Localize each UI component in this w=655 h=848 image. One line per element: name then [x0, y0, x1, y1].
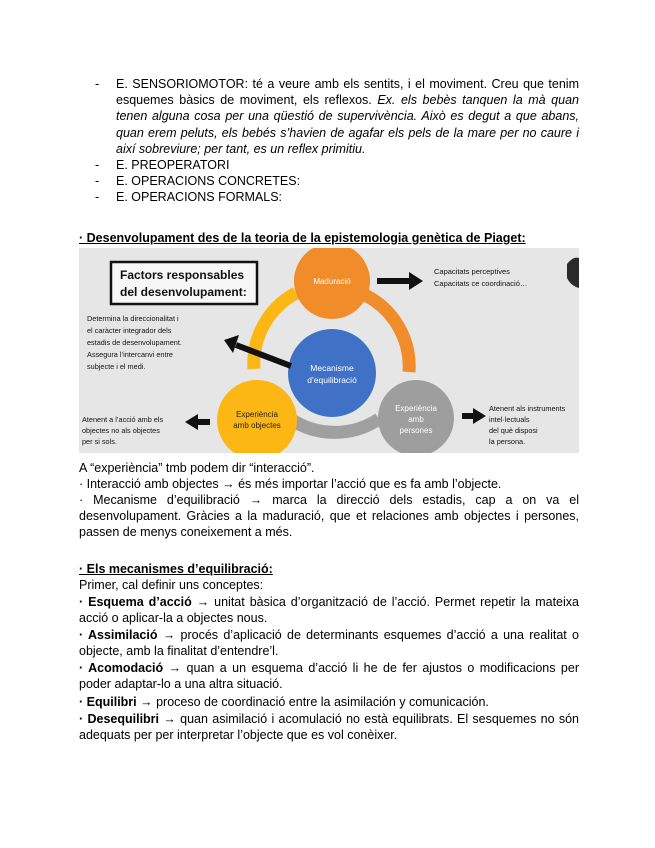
term-paragraph	[79, 627, 579, 659]
exp-persones-line-2: amb	[408, 415, 424, 424]
atenent-persones-line-4: la persona.	[489, 437, 526, 446]
term-paragraph	[79, 711, 579, 743]
after-figure-paragraph-2: · Interacció amb objectes → és més importar l’acció que es fa amb l’objecte.	[79, 477, 502, 491]
concepts-intro: Primer, cal definir uns conceptes:	[79, 578, 264, 592]
diagram-svg	[79, 248, 579, 453]
exp-objectes-line-2: amb objectes	[233, 421, 281, 430]
determina-line-5: subjecte i el medi.	[87, 362, 146, 371]
determina-line-1: Determina la direccionalitat i	[87, 314, 179, 323]
stage-text: E. PREOPERATORI	[116, 158, 230, 173]
capacitats-line-2: Capacitats ce coordinació…	[434, 279, 528, 288]
section-heading-piaget: · Desenvolupament des de la teoria de la epistemologia genètica de Piaget:	[79, 231, 526, 245]
term-paragraph	[79, 694, 579, 710]
atenent-persones-line-3: del què disposi	[489, 426, 538, 435]
atenent-persones-line-2: intel·lectuals	[489, 415, 530, 424]
stage-item	[95, 76, 579, 157]
factors-title-line-2: del desenvolupament:	[120, 285, 247, 299]
determina-line-3: estadis de desenvolupament.	[87, 338, 182, 347]
term-label: · Assimilació	[79, 628, 158, 642]
term-label: · Esquema d’acció	[79, 595, 192, 609]
determina-line-4: Assegura l’intercanvi entre	[87, 350, 173, 359]
factors-title-line-1: Factors responsables	[120, 268, 245, 282]
after-figure-paragraph-1: A “experiència” tmb podem dir “interacció”.	[79, 461, 315, 475]
exp-persones-line-3: persones	[399, 426, 433, 435]
stage-text: E. OPERACIONS FORMALS:	[116, 190, 283, 205]
center-label-line-1: Mecanisme	[310, 363, 354, 373]
term-label: · Desequilibri	[79, 712, 160, 726]
stage-item	[95, 189, 579, 205]
atenent-objectes-line-3: per si sols.	[82, 437, 117, 446]
exp-objectes-line-1: Experiència	[236, 410, 278, 419]
development-stages-list	[95, 76, 579, 206]
capacitats-line-1: Capacitats perceptives	[434, 267, 510, 276]
maduracio-label: Maduració	[313, 277, 351, 286]
term-definition: → unitat bàsica d’organització de l’acció. Permet repetir la mateixa acció o aplicar-la a objectes nous.	[79, 595, 579, 626]
stage-example: Ex. els bebès tanquen la mà quan tenen alguna cosa per una qüestió de supervivència. Això es degut a que abans, quan erem peluts, els bebés s’havien de agafar els pels de la mare per no caure i així sobreviure; per tant, es un reflex primitiu.	[116, 93, 579, 156]
stage-text: E. OPERACIONS CONCRETES:	[116, 174, 301, 189]
term-paragraph	[79, 660, 579, 692]
stage-text: E. SENSORIOMOTOR: té a veure amb els sentits, i el moviment. Creu que tenim esquemes bàsics de moviment, els reflexos.	[116, 77, 579, 108]
term-label: · Equilibri	[79, 695, 137, 709]
stage-item	[95, 157, 579, 173]
equilibracio-circle	[288, 329, 376, 417]
exp-persones-line-1: Experiència	[395, 404, 437, 413]
development-factors-diagram	[79, 248, 579, 453]
after-figure-paragraph-3: · Mecanisme d’equilibració → marca la direcció dels estadis, cap a on va el desenvolupament. Gràcies a la maduració, que et relaciones amb objectes i persones, passen de menys coneixement a més.	[79, 493, 579, 540]
section-heading-equilibracio: · Els mecanismes d’equilibració:	[79, 562, 273, 576]
determina-line-2: el caràcter integrador dels	[87, 326, 172, 335]
term-paragraph	[79, 594, 579, 626]
center-label-line-2: d’equilibració	[307, 375, 357, 385]
atenent-persones-line-1: Atenent als instruments	[489, 404, 566, 413]
atenent-objectes-line-1: Atenent a l’acció amb els	[82, 415, 164, 424]
stage-item	[95, 173, 579, 189]
term-definition: → proceso de coordinació entre la asimilación y comunicación.	[136, 695, 489, 709]
term-label: · Acomodació	[79, 661, 164, 675]
term-definition: → quan a un esquema d’acció li he de fer ajustos o modificacions per poder adaptar-lo a una altra situació.	[79, 661, 580, 692]
term-definition: → procés d’aplicació de determinants esquemes d’acció a una realitat o objecte, amb la finalitat d’entendre’l.	[79, 628, 579, 659]
term-definition: → quan asimilació i acomulació no està equilibrats. El sesquemes no són adequats per per interpretar l’objecte que es vol conèixer.	[79, 712, 580, 743]
atenent-objectes-line-2: objectes no als objectes	[82, 426, 160, 435]
